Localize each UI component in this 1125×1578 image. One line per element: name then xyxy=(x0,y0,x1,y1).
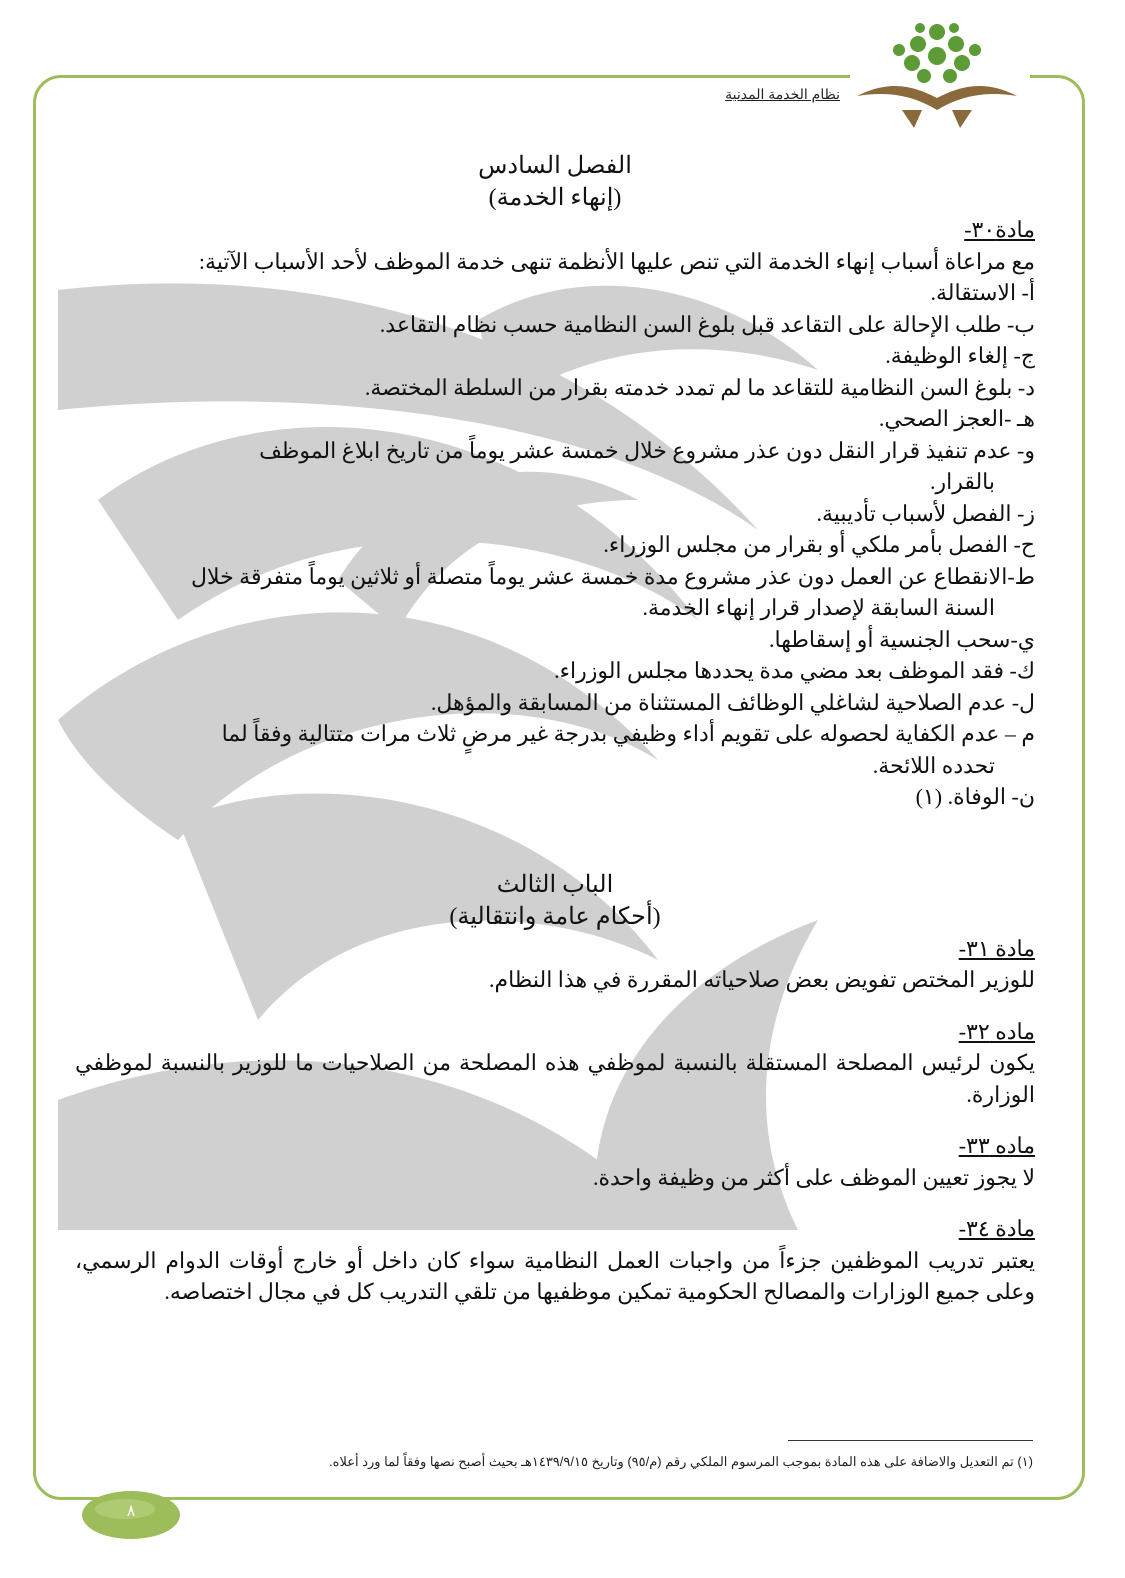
emblem-logo-icon xyxy=(852,18,1022,133)
list-item-continuation: السنة السابقة لإصدار قرار إنهاء الخدمة. xyxy=(642,595,995,620)
part-title: الباب الثالث xyxy=(496,871,614,898)
footnote: (١) تم التعديل والاضافة على هذه المادة بموجب المرسوم الملكي رقم (م/٩٥) وتاريخ ١٤٣٩/٩/١٥هـ بحيث أصبح نصها وفقاً لما ورد أعلاه. xyxy=(329,1454,1033,1469)
page-number-badge xyxy=(80,1487,182,1543)
article-31-heading: مادة ٣١- xyxy=(958,935,1035,961)
header-title: نظام الخدمة المدنية xyxy=(725,86,840,102)
part-subtitle: (أحكام عامة وانتقالية) xyxy=(449,903,661,930)
list-item: ك- فقد الموظف بعد مضي مدة يحددها مجلس الوزراء. xyxy=(554,658,1035,683)
article-32-heading: ماده ٣٢- xyxy=(958,1018,1035,1044)
chapter-title: الفصل السادس xyxy=(478,153,632,179)
chapter-subtitle: (إنهاء الخدمة) xyxy=(488,185,622,211)
article-33-text: لا يجوز تعيين الموظف على أكثر من وظيفة واحدة. xyxy=(592,1164,1035,1190)
list-item: ن- الوفاة. (١) xyxy=(915,784,1035,809)
article-30-intro: مع مراعاة أسباب إنهاء الخدمة التي تنص عليها الأنظمة تنهى خدمة الموظف لأحد الأسباب الآتية: xyxy=(198,248,1035,274)
list-item: ج- إلغاء الوظيفة. xyxy=(885,343,1035,368)
list-item: و- عدم تنفيذ قرار النقل دون عذر مشروع خلال خمسة عشر يوماً من تاريخ ابلاغ الموظف xyxy=(259,437,1035,463)
article-31-text: للوزير المختص تفويض بعض صلاحياته المقررة في هذا النظام. xyxy=(488,967,1035,992)
list-item-continuation: بالقرار. xyxy=(929,469,995,494)
article-34-heading: مادة ٣٤- xyxy=(958,1216,1035,1241)
article-32-text: يكون لرئيس المصلحة المستقلة بالنسبة لموظفي هذه المصلحة من الصلاحيات ما للوزير بالنسبة لموظفي الوزارة. xyxy=(75,1050,1035,1107)
article-30-heading: مادة٣٠- xyxy=(964,217,1035,242)
list-item: هـ -العجز الصحي. xyxy=(878,406,1035,431)
list-item: ط-الانقطاع عن العمل دون عذر مشروع مدة خمسة عشر يوماً متصلة أو ثلاثين يوماً متفرقة خلال xyxy=(190,563,1035,589)
footnote-rule xyxy=(788,1440,1033,1441)
document-body xyxy=(75,150,1035,1308)
list-item-continuation: تحدده اللائحة. xyxy=(872,752,995,778)
list-item: أ- الاستقالة. xyxy=(930,280,1035,305)
list-item: ل- عدم الصلاحية لشاغلي الوظائف المستثناة من المسابقة والمؤهل. xyxy=(430,689,1035,715)
list-item: م – عدم الكفاية لحصوله على تقويم أداء وظيفي بدرجة غير مرضٍ ثلاث مرات متتالية وفقاً لما xyxy=(221,721,1035,746)
list-item: ح- الفصل بأمر ملكي أو بقرار من مجلس الوزراء. xyxy=(603,532,1035,557)
page-number: ٨ xyxy=(126,1503,136,1520)
list-item: د- بلوغ السن النظامية للتقاعد ما لم تمدد خدمته بقرار من السلطة المختصة. xyxy=(364,374,1035,400)
list-item: ي-سحب الجنسية أو إسقاطها. xyxy=(769,626,1035,652)
list-item: ب- طلب الإحالة على التقاعد قبل بلوغ السن النظامية حسب نظام التقاعد. xyxy=(379,311,1035,337)
list-item: ز- الفصل لأسباب تأديبية. xyxy=(816,500,1035,526)
article-34-text: يعتبر تدريب الموظفين جزءاً من واجبات العمل النظامية سواء كان داخل أو خارج أوقات الدوام الرسمي، وعلى جميع الوزارات والمصالح الحكومية تمكين موظفيها من تلقي التدريب كل في مجال اختصاصه. xyxy=(75,1247,1035,1304)
article-33-heading: ماده ٣٣- xyxy=(958,1133,1035,1158)
